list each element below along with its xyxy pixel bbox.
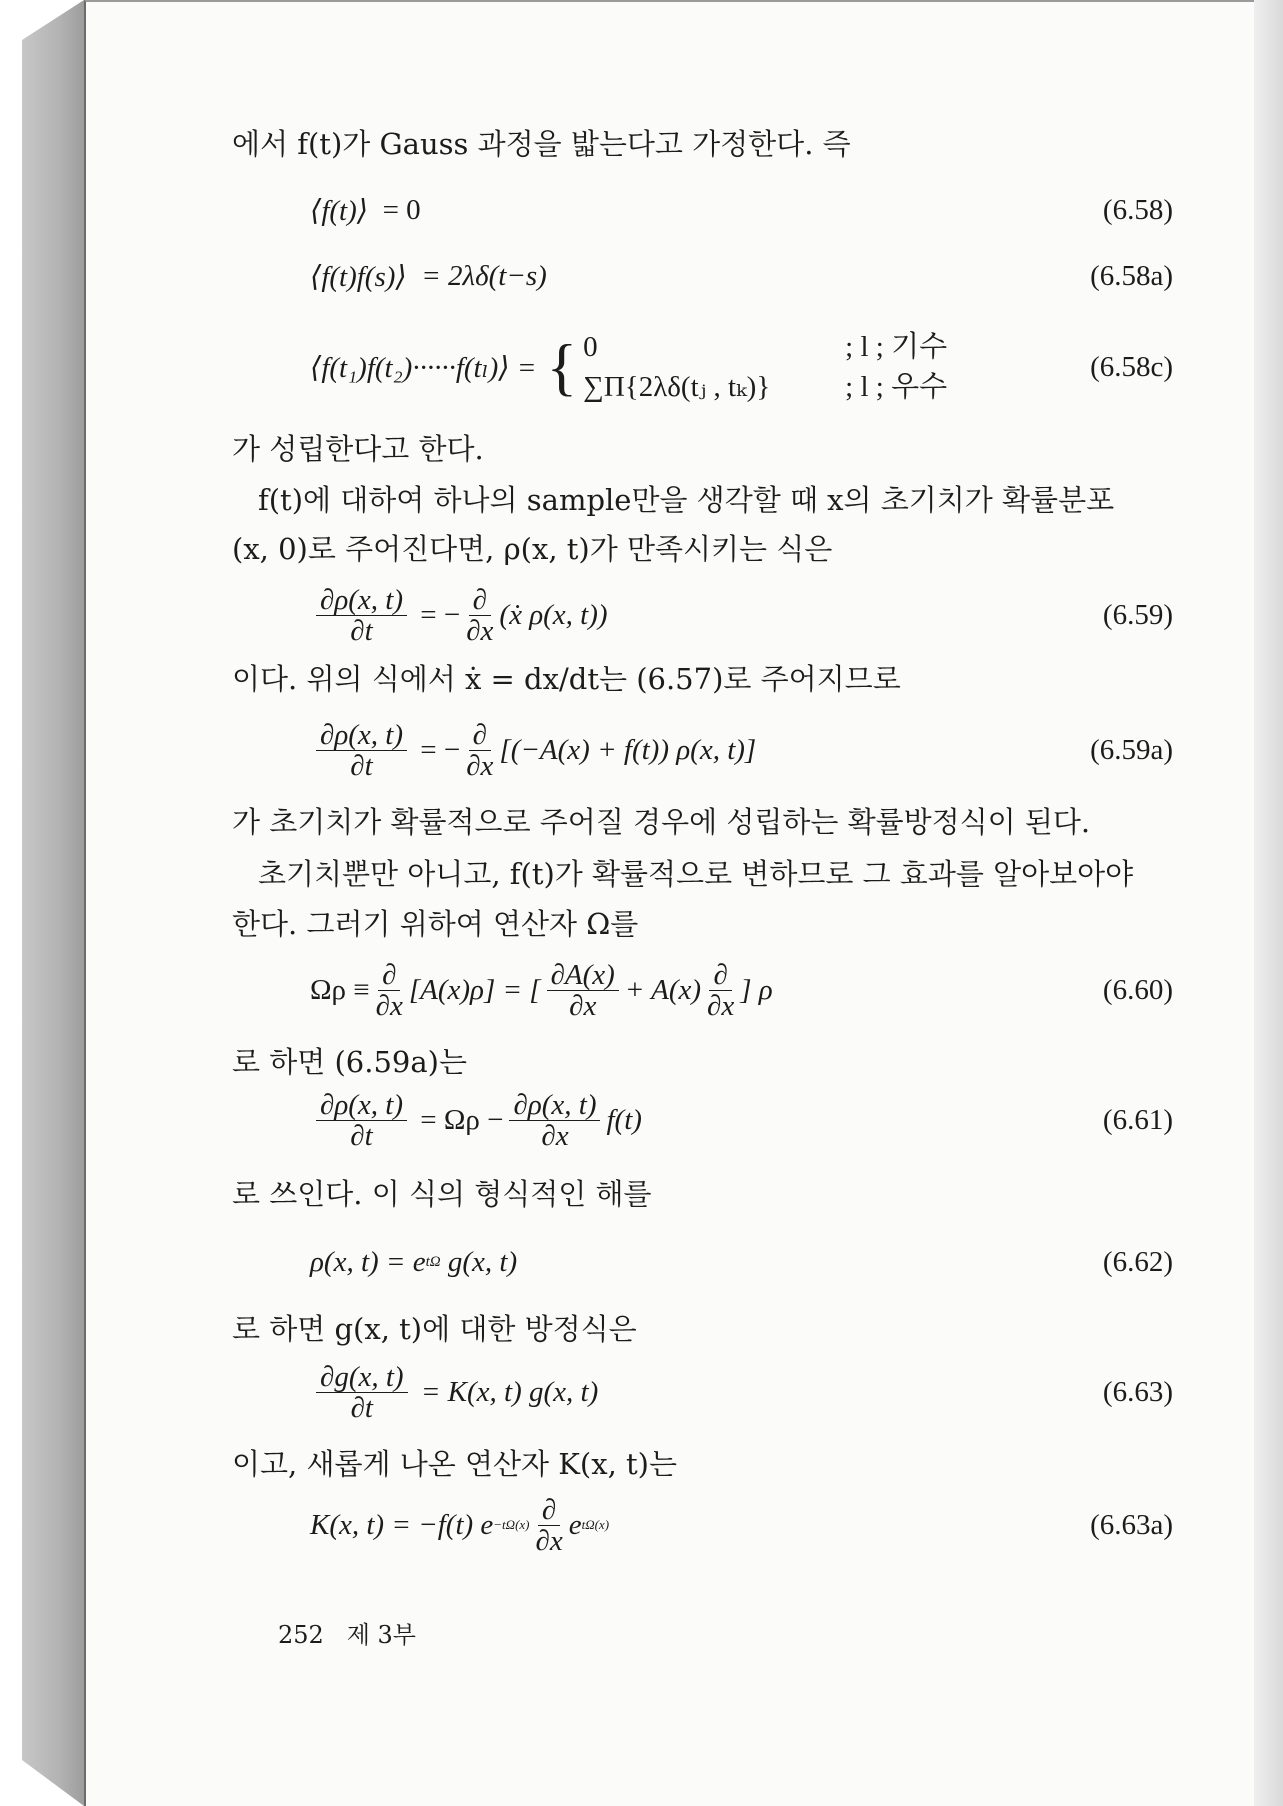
frac-numerator: ∂ <box>469 720 491 751</box>
eq-rest: (ẋ ρ(x, t)) <box>499 598 608 631</box>
eq-superscript: tΩ(x) <box>581 1517 610 1532</box>
frac-denominator: ∂t <box>350 1391 373 1424</box>
page-number: 252 <box>278 1621 324 1649</box>
eq-operator: = Ωρ − <box>420 1103 504 1136</box>
page-footer <box>278 1615 416 1650</box>
eq-rest: g(x, t) <box>447 1245 518 1278</box>
eq-rest: = K(x, t) g(x, t) <box>420 1375 599 1408</box>
frac-numerator: ∂A(x) <box>547 960 619 991</box>
text-line: 초기치뿐만 아니고, f(t)가 확률적으로 변하므로 그 효과를 알아보아야 <box>258 857 1134 891</box>
frac-denominator: ∂t <box>350 749 373 782</box>
eq-expression: ρ(x, t) = e <box>310 1245 426 1278</box>
frac-numerator: ∂g(x, t) <box>316 1362 408 1393</box>
equation-number: (6.59a) <box>1090 733 1173 766</box>
text-line: 로 하면 (6.59a)는 <box>232 1045 467 1079</box>
eq-rest: f(t) <box>606 1103 642 1136</box>
eq-operator: = − <box>420 598 461 631</box>
eq-lhs: ⟨f(t)⟩ <box>310 194 369 227</box>
eq-rest: + A(x) <box>624 973 702 1006</box>
frac-numerator: ∂ρ(x, t) <box>316 585 407 616</box>
frac-denominator: ∂x <box>569 989 597 1022</box>
frac-denominator: ∂x <box>466 614 494 647</box>
frac-numerator: ∂ <box>538 1495 560 1526</box>
eq-operator: = − <box>420 733 461 766</box>
eq-superscript: tΩ <box>425 1253 441 1270</box>
equation-6-58c <box>310 322 1173 412</box>
text-line: f(t)에 대하여 하나의 sample만을 생각할 때 x의 초기치가 확률분포 <box>258 483 1115 517</box>
frac-denominator: ∂t <box>350 1119 373 1152</box>
frac-numerator: ∂ <box>469 585 491 616</box>
equation-number: (6.61) <box>1102 1103 1173 1136</box>
equation-6-58a <box>310 246 1173 306</box>
equation-number: (6.58a) <box>1090 259 1173 292</box>
book-spine <box>22 0 84 1806</box>
equation-6-61 <box>310 1090 1173 1150</box>
text-line: 에서 f(t)가 Gauss 과정을 밟는다고 가정한다. 즉 <box>232 127 851 161</box>
text-line: 로 쓰인다. 이 식의 형식적인 해를 <box>232 1177 652 1211</box>
equation-6-60 <box>310 955 1173 1025</box>
text-line: 이고, 새롭게 나온 연산자 K(x, t)는 <box>232 1447 677 1481</box>
case-value: 0 <box>583 331 598 363</box>
equation-6-59a <box>310 720 1173 780</box>
eq-expression: K(x, t) = −f(t) e <box>310 1508 494 1541</box>
eq-lhs: ⟨f(t₁)f(t₂)······f(tₗ)⟩ = <box>310 351 537 384</box>
text-line: 가 초기치가 확률적으로 주어질 경우에 성립하는 확률방정식이 된다. <box>232 805 1091 839</box>
page-edge <box>1254 0 1283 1806</box>
equation-6-62 <box>310 1232 1173 1292</box>
equation-number: (6.63) <box>1102 1375 1173 1408</box>
frac-numerator: ∂ρ(x, t) <box>316 720 407 751</box>
equation-number: (6.58c) <box>1090 350 1173 383</box>
equation-number: (6.59) <box>1102 598 1173 631</box>
frac-numerator: ∂ <box>378 960 400 991</box>
equation-number: (6.58) <box>1102 193 1173 226</box>
frac-numerator: ∂ρ(x, t) <box>316 1090 407 1121</box>
eq-middle: [A(x)ρ] = [ <box>408 973 541 1006</box>
frac-numerator: ∂ <box>709 960 731 991</box>
text-line: 이다. 위의 식에서 ẋ = dx/dt는 (6.57)로 주어지므로 <box>232 662 901 696</box>
equation-6-63 <box>310 1362 1173 1422</box>
frac-numerator: ∂ρ(x, t) <box>509 1090 600 1121</box>
eq-rhs: = 0 <box>382 193 421 226</box>
equation-number: (6.60) <box>1102 973 1173 1006</box>
eq-superscript: −tΩ(x) <box>493 1517 530 1532</box>
frac-denominator: ∂x <box>375 989 403 1022</box>
eq-rest: e <box>568 1508 582 1541</box>
text-line: 로 하면 g(x, t)에 대한 방정식은 <box>232 1312 637 1346</box>
left-brace: { <box>546 331 578 402</box>
equation-number: (6.62) <box>1102 1245 1173 1278</box>
part-label: 제 3부 <box>346 1621 416 1649</box>
eq-end: ] ρ <box>740 973 773 1006</box>
frac-denominator: ∂x <box>466 749 494 782</box>
text-line: 가 성립한다고 한다. <box>232 432 484 466</box>
equation-6-59 <box>310 585 1173 645</box>
equation-6-63a <box>310 1495 1173 1555</box>
frac-denominator: ∂t <box>350 614 373 647</box>
eq-rhs: = 2λδ(t−s) <box>421 259 547 292</box>
text-line: (x, 0)로 주어진다면, ρ(x, t)가 만족시키는 식은 <box>232 532 833 566</box>
equation-number: (6.63a) <box>1090 1508 1173 1541</box>
text-line: 한다. 그러기 위하여 연산자 Ω를 <box>232 907 639 941</box>
case-condition: ; l ; 우수 <box>845 371 948 403</box>
frac-denominator: ∂x <box>535 1524 563 1557</box>
frac-denominator: ∂x <box>707 989 735 1022</box>
eq-rest: [(−A(x) + f(t)) ρ(x, t)] <box>499 733 757 766</box>
case-condition: ; l ; 기수 <box>845 331 948 363</box>
frac-denominator: ∂x <box>541 1119 569 1152</box>
equation-6-58 <box>310 180 1173 240</box>
case-value: ∑Π{2λδ(tⱼ , tₖ)} <box>583 371 771 403</box>
eq-lhs: ⟨f(t)f(s)⟩ <box>310 260 407 293</box>
eq-lhs: Ωρ ≡ <box>310 973 370 1006</box>
